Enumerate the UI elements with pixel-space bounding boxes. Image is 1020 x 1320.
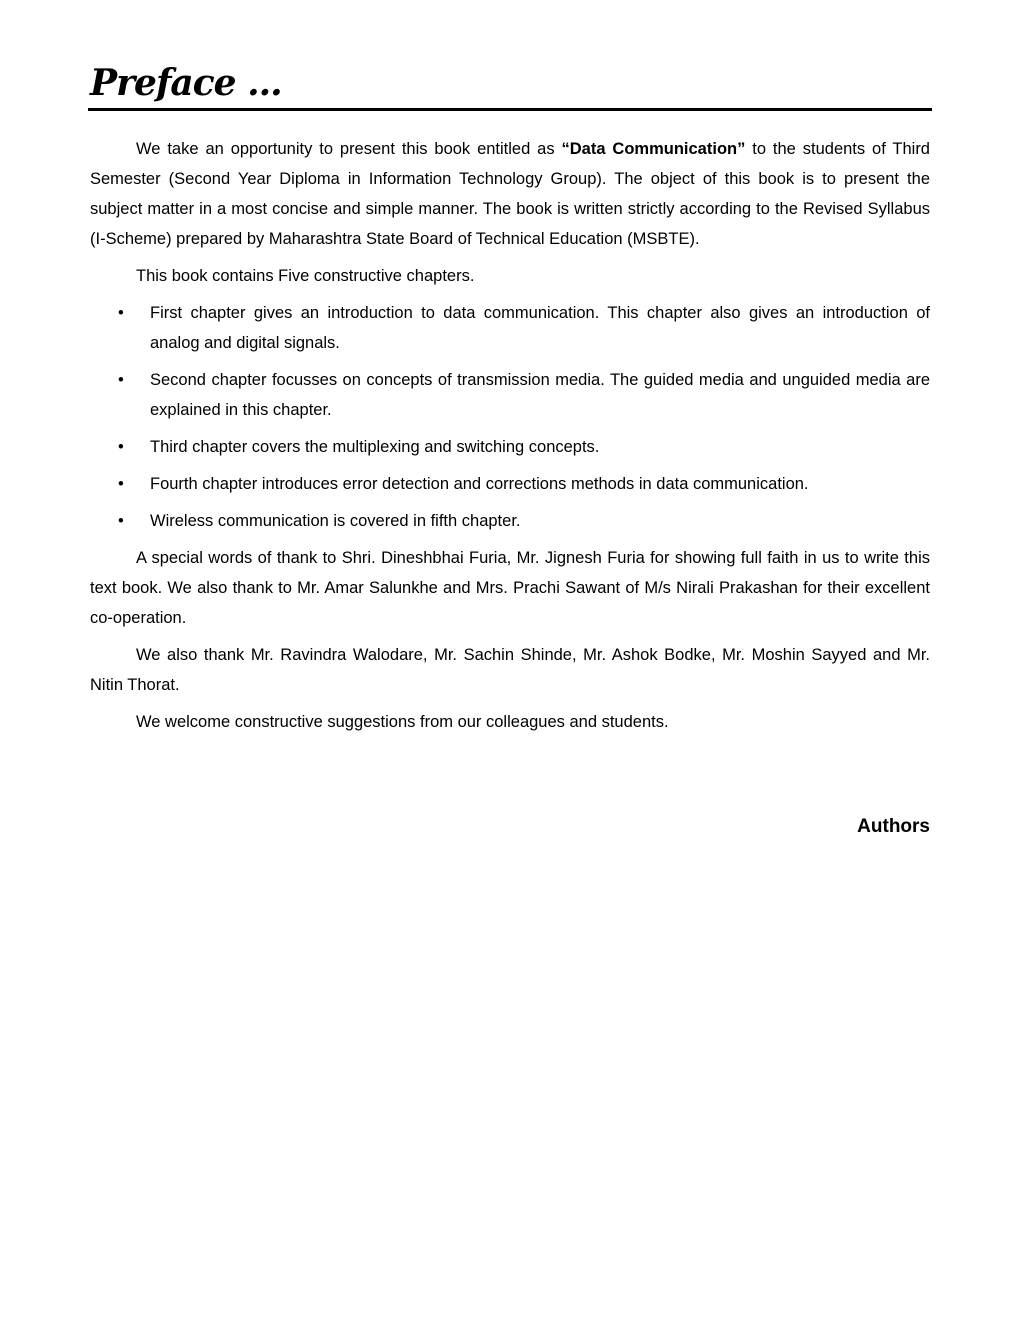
intro-text: We take an opportunity to present this book entitled as [136,140,562,158]
list-item-text: Second chapter focusses on concepts of transmission media. The guided media and unguided media are explained in this chapter. [150,371,930,419]
signature: Authors [857,816,930,837]
paragraph-intro [90,134,930,254]
list-item-text: Fourth chapter introduces error detection and corrections methods in data communication. [150,475,809,493]
bullet-icon: • [118,512,124,530]
list-item [90,298,930,358]
paragraph-chapters: This book contains Five constructive chapters. [136,267,475,285]
list-item [90,469,930,499]
page-title: Preface ... [90,62,282,104]
bullet-icon: • [118,304,124,322]
chapter-list [90,298,930,536]
list-item [90,506,930,536]
intro-text-cont: to the students of Third Semester (Second Year Diploma in Information Technology Group). The object of this book is to present the subject matter in a most concise and simple manner. The book is written strictly according to the Revised Syllabus (I-Scheme) prepared by Maharashtra State Board of Technical Education (MSBTE). [90,140,930,248]
paragraph-thanks: A special words of thank to Shri. Dineshbhai Furia, Mr. Jignesh Furia for showing full faith in us to write this text book. We also thank to Mr. Amar Salunkhe and Mrs. Prachi Sawant of M/s Nirali Prakashan for their excellent co-operation. [90,549,930,627]
list-item-text: Wireless communication is covered in fifth chapter. [150,512,521,530]
paragraph-thanks-2: We also thank Mr. Ravindra Walodare, Mr. Sachin Shinde, Mr. Ashok Bodke, Mr. Moshin Sayyed and Mr. Nitin Thorat. [90,646,930,694]
list-item-text: First chapter gives an introduction to data communication. This chapter also gives an introduction of analog and digital signals. [150,304,930,352]
bullet-icon: • [118,371,124,389]
paragraph-welcome: We welcome constructive suggestions from our colleagues and students. [136,713,669,731]
bullet-icon: • [118,475,124,493]
book-title: “Data Communication” [561,140,746,158]
preface-body [90,134,930,744]
list-item-text: Third chapter covers the multiplexing and switching concepts. [150,438,600,456]
title-rule [88,108,932,111]
list-item [90,365,930,425]
list-item [90,432,930,462]
bullet-icon: • [118,438,124,456]
